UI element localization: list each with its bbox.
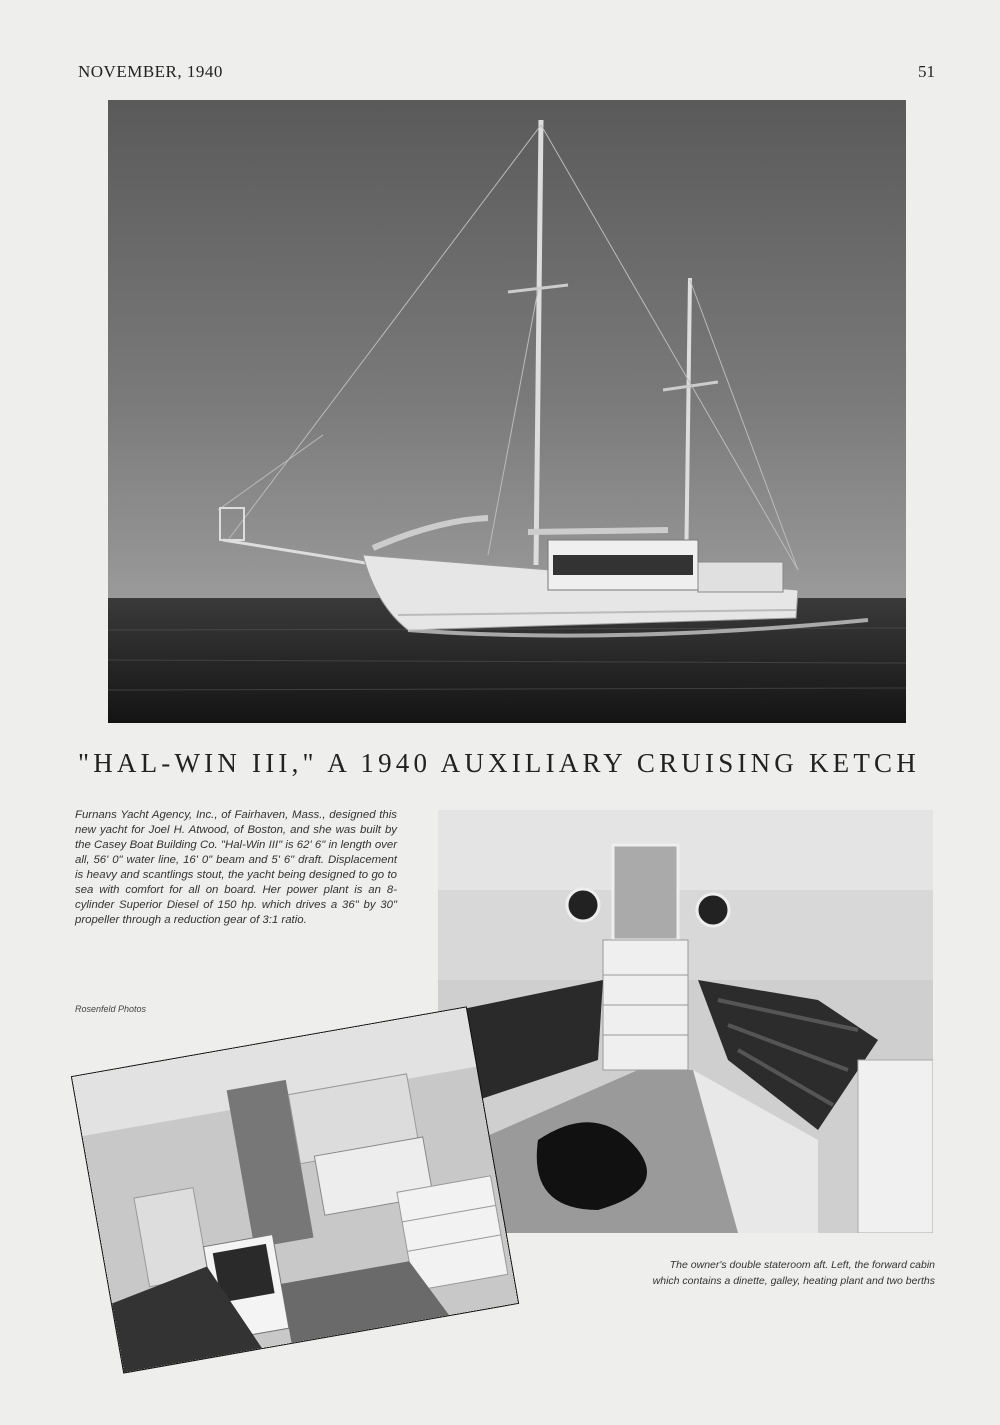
article-body: Furnans Yacht Agency, Inc., of Fairhaven, Mass., designed this new yacht for Joel H. Atwood, of Boston, and she was built by the Casey Boat Building Co. "Hal-Win III" is 62' 6" in length over all, 56' 0" water line, 16' 0" beam and 5' 6" draft. Displacement is heavy and scantlings stout, the yacht being designed to go to sea with comfort for all on board. Her power plant is an 8-cylinder Superior Diesel of 150 hp. which drives a 36" by 30" propeller through a reduction gear of 3:1 ratio. bbox=[75, 809, 397, 926]
page-number: 51 bbox=[918, 62, 935, 81]
issue-date: NOVEMBER, 1940 bbox=[78, 62, 223, 81]
photo-credit: Rosenfeld Photos bbox=[75, 1004, 147, 1014]
caption-line-1: The owner's double stateroom aft. Left, the forward cabin bbox=[669, 1259, 935, 1271]
forward-cabin-photo bbox=[72, 1008, 518, 1373]
photo-caption bbox=[555, 1257, 935, 1289]
caption-line-2: which contains a dinette, galley, heating plant and two berths bbox=[652, 1275, 935, 1287]
ketch-photo bbox=[108, 100, 906, 723]
article-title: "HAL-WIN III," A 1940 AUXILIARY CRUISING KETCH bbox=[78, 748, 920, 778]
